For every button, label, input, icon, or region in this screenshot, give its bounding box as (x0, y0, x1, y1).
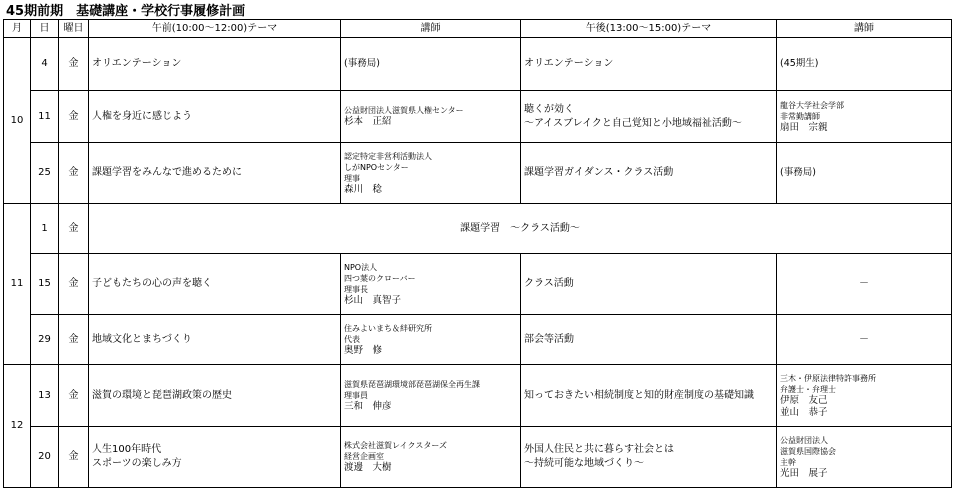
pm-lecturer-line: 非常勤講師 (780, 111, 820, 121)
am-lecturer-line: 渡邊 大樹 (344, 462, 392, 473)
header-pm-theme: 午後(13:00～15:00)テーマ (521, 20, 777, 38)
day-cell: 29 (31, 315, 59, 365)
pm-theme-line: クラス活動 (524, 278, 574, 289)
header-month: 月 (4, 20, 31, 38)
weekday-cell: 金 (59, 204, 89, 254)
day-cell: 20 (31, 427, 59, 488)
day-cell: 1 (31, 204, 59, 254)
pm-lecturer-cell: － (777, 254, 952, 315)
am-lecturer-line: 杉山 真智子 (344, 294, 402, 306)
table-row (4, 365, 952, 427)
table-row (4, 38, 952, 91)
am-lecturer-line: 株式会社滋賀レイクスターズ (344, 441, 447, 450)
pm-theme-line: 外国人住民と共に暮らす社会とは (524, 444, 674, 455)
day-cell: 11 (31, 91, 59, 143)
day-cell: 15 (31, 254, 59, 315)
am-lecturer-cell (341, 254, 521, 315)
weekday-cell: 金 (59, 427, 89, 488)
pm-lecturer-cell (777, 143, 952, 204)
pm-lecturer-line: 伊原 友己 (780, 394, 828, 406)
am-lecturer-line: 三和 伸彦 (344, 400, 392, 412)
month-cell: 11 (4, 204, 31, 365)
pm-theme-cell (521, 427, 777, 488)
am-lecturer-line: しがNPOセンター (344, 162, 409, 172)
pm-lecturer-line: (45期生) (780, 58, 819, 69)
am-lecturer-cell (341, 365, 521, 427)
am-theme-line: オリエンテーション (92, 58, 182, 69)
pm-theme-cell (521, 91, 777, 143)
am-lecturer-cell (341, 143, 521, 204)
pm-lecturer-line: 弁護士・弁理士 (780, 384, 836, 394)
am-theme-cell (89, 365, 341, 427)
am-theme-line: 滋賀の環境と琵琶湖政策の歴史 (92, 389, 232, 401)
table-row (4, 91, 952, 143)
am-theme-line: 子どもたちの心の声を聴く (92, 278, 212, 289)
pm-lecturer-cell: － (777, 315, 952, 365)
pm-lecturer-line: 扇田 宗親 (780, 121, 828, 133)
am-lecturer-cell (341, 315, 521, 365)
month-cell: 10 (4, 38, 31, 204)
am-lecturer-line: 杉本 正紹 (344, 116, 392, 127)
pm-lecturer-line: 滋賀県国際協会 (780, 446, 836, 456)
am-lecturer-line: 理事長 (344, 284, 368, 294)
day-cell: 25 (31, 143, 59, 204)
header-weekday: 曜日 (59, 20, 89, 38)
header-am-lecturer: 講師 (341, 20, 521, 38)
month-cell: 12 (4, 365, 31, 488)
pm-lecturer-cell (777, 427, 952, 488)
am-lecturer-cell (341, 38, 521, 91)
header-am-theme: 午前(10:00～12:00)テーマ (89, 20, 341, 38)
am-lecturer-line: 経営企画室 (344, 452, 384, 461)
table-row (4, 204, 952, 254)
weekday-cell: 金 (59, 91, 89, 143)
am-theme-cell (89, 143, 341, 204)
pm-theme-line: 課題学習ガイダンス・クラス活動 (524, 167, 674, 178)
page-title: 45期前期 基礎講座・学校行事履修計画 (6, 4, 246, 19)
am-theme-line: スポーツの楽しみ方 (92, 458, 182, 469)
pm-lecturer-cell (777, 365, 952, 427)
am-lecturer-line: 代表 (344, 334, 360, 344)
weekday-cell: 金 (59, 315, 89, 365)
pm-theme-cell (521, 254, 777, 315)
pm-lecturer-line: 三木・伊原法律特許事務所 (780, 373, 876, 383)
am-lecturer-line: 奥野 修 (344, 344, 383, 356)
am-theme-line: 人権を身近に感じよう (92, 110, 192, 122)
pm-lecturer-cell (777, 38, 952, 91)
day-cell: 4 (31, 38, 59, 91)
table-row (4, 315, 952, 365)
weekday-cell: 金 (59, 365, 89, 427)
merged-activity-cell: 課題学習 ～クラス活動～ (89, 204, 952, 254)
weekday-cell: 金 (59, 254, 89, 315)
am-lecturer-line: 森川 稔 (344, 183, 383, 195)
header-row (4, 20, 952, 38)
pm-theme-line: オリエンテーション (524, 58, 614, 69)
am-lecturer-cell (341, 427, 521, 488)
am-lecturer-line: 認定特定非営利活動法人 (344, 151, 432, 161)
pm-theme-line: 知っておきたい相続制度と知的財産制度の基礎知識 (524, 389, 754, 401)
am-lecturer-line: (事務局) (344, 58, 380, 69)
day-cell: 13 (31, 365, 59, 427)
schedule-table (3, 19, 952, 488)
table-row (4, 254, 952, 315)
am-lecturer-line: 住みよいまち＆絆研究所 (344, 323, 432, 333)
pm-theme-cell (521, 38, 777, 91)
pm-lecturer-line: (事務局) (780, 167, 816, 178)
pm-theme-cell (521, 365, 777, 427)
pm-theme-line: 部会等活動 (524, 333, 574, 345)
table-row (4, 427, 952, 488)
header-day: 日 (31, 20, 59, 38)
pm-theme-cell (521, 315, 777, 365)
table-row (4, 143, 952, 204)
am-lecturer-line: 理事 (344, 173, 360, 183)
am-theme-line: 地域文化とまちづくり (92, 333, 192, 345)
pm-theme-cell (521, 143, 777, 204)
pm-lecturer-cell (777, 91, 952, 143)
am-lecturer-cell (341, 91, 521, 143)
am-theme-cell (89, 427, 341, 488)
pm-lecturer-line: 龍谷大学社会学部 (780, 100, 844, 110)
am-theme-line: 人生100年時代 (92, 444, 162, 455)
am-lecturer-line: 理事員 (344, 390, 368, 400)
weekday-cell: 金 (59, 143, 89, 204)
am-lecturer-line: 滋賀県琵琶湖環境部琵琶湖保全再生課 (344, 379, 480, 389)
am-theme-cell (89, 315, 341, 365)
pm-lecturer-line: 主幹 (780, 457, 796, 467)
pm-theme-line: ～持続可能な地域づくり～ (524, 458, 644, 469)
pm-theme-line: ～アイスブレイクと自己覚知と小地域福祉活動～ (524, 117, 742, 129)
am-theme-line: 課題学習をみんなで進めるために (92, 167, 242, 178)
pm-lecturer-line: 公益財団法人 (780, 435, 828, 445)
am-lecturer-line: 公益財団法人滋賀県人権センター (344, 106, 464, 115)
am-lecturer-line: 四つ葉のクローバー (344, 273, 416, 283)
am-theme-cell (89, 38, 341, 91)
am-theme-cell (89, 254, 341, 315)
pm-lecturer-line: 並山 恭子 (780, 406, 828, 418)
pm-theme-line: 聴くが効く (524, 103, 574, 115)
am-theme-cell (89, 91, 341, 143)
am-lecturer-line: NPO法人 (344, 262, 378, 272)
pm-lecturer-line: 光田 展子 (780, 467, 828, 479)
header-pm-lecturer: 講師 (777, 20, 952, 38)
weekday-cell: 金 (59, 38, 89, 91)
